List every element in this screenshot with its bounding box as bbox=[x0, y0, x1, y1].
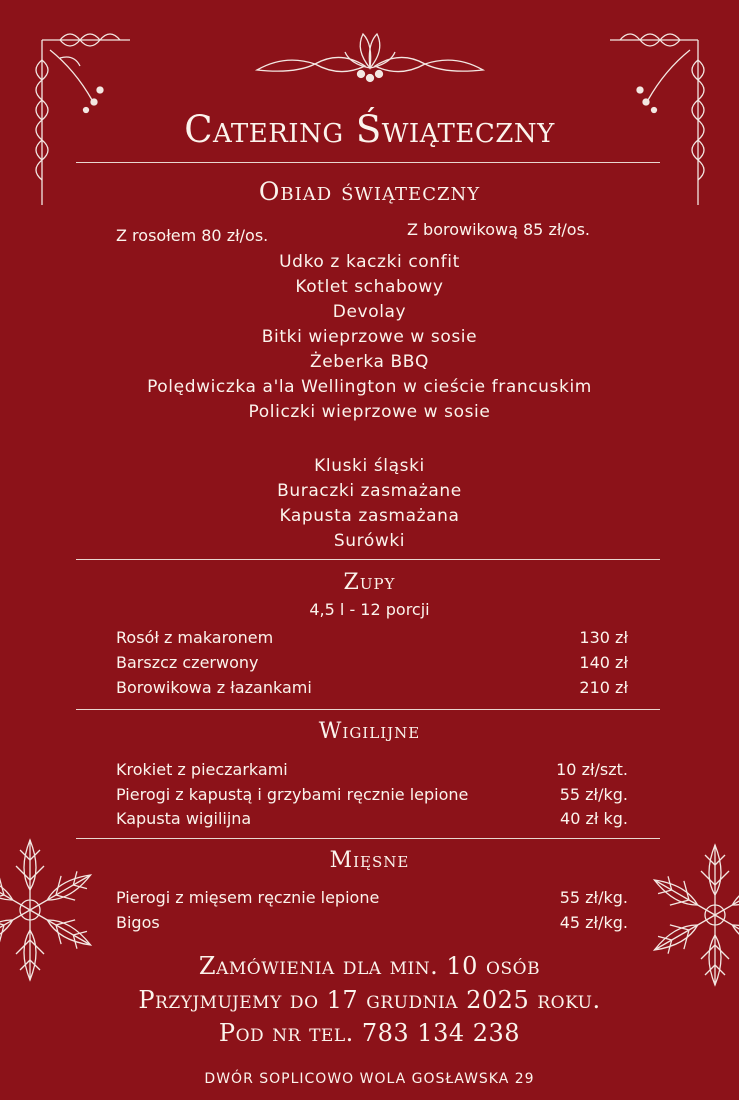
divider bbox=[76, 709, 660, 710]
list-item: Buraczki zasmażane bbox=[277, 481, 462, 501]
divider bbox=[76, 559, 660, 560]
footer-phone: Pod nr tel. 783 134 238 bbox=[218, 1019, 521, 1047]
footer-min-order: Zamówienia dla min. 10 osób bbox=[198, 952, 541, 980]
page-title: Catering Świąteczny bbox=[184, 108, 555, 151]
table-row bbox=[116, 760, 628, 784]
table-row bbox=[116, 628, 628, 652]
obiad-price-right: Z borowikową 85 zł/os. bbox=[407, 220, 590, 239]
title-divider bbox=[76, 162, 660, 163]
holly-icon bbox=[255, 30, 485, 90]
table-row bbox=[116, 653, 628, 677]
item-name: Pierogi z mięsem ręcznie lepione bbox=[116, 888, 380, 907]
obiad-sides-list bbox=[0, 454, 739, 554]
list-item: Devolay bbox=[332, 302, 407, 322]
item-price: 40 zł kg. bbox=[560, 809, 628, 828]
item-name: Bigos bbox=[116, 913, 160, 932]
item-name: Kapusta wigilijna bbox=[116, 809, 252, 828]
item-name: Pierogi z kapustą i grzybami ręcznie lepione bbox=[116, 785, 469, 804]
list-item: Bitki wieprzowe w sosie bbox=[261, 327, 478, 347]
divider bbox=[76, 838, 660, 839]
item-price: 10 zł/szt. bbox=[556, 760, 628, 779]
obiad-heading: Obiad świąteczny bbox=[258, 177, 481, 206]
table-row bbox=[116, 888, 628, 912]
wigilijne-heading: Wigilijne bbox=[318, 719, 421, 744]
footer-address: DWÓR SOPLICOWO WOLA GOSŁAWSKA 29 bbox=[204, 1071, 535, 1087]
table-row bbox=[116, 809, 628, 833]
item-name: Barszcz czerwony bbox=[116, 653, 259, 672]
item-name: Rosół z makaronem bbox=[116, 628, 274, 647]
list-item: Kapusta zasmażana bbox=[279, 506, 460, 526]
list-item: Policzki wieprzowe w sosie bbox=[248, 402, 491, 422]
item-price: 130 zł bbox=[579, 628, 628, 647]
table-row bbox=[116, 785, 628, 809]
list-item: Surówki bbox=[333, 531, 406, 551]
footer-deadline: Przyjmujemy do 17 grudnia 2025 roku. bbox=[138, 986, 601, 1014]
item-name: Borowikowa z łazankami bbox=[116, 678, 312, 697]
list-item: Kotlet schabowy bbox=[295, 277, 444, 297]
item-price: 210 zł bbox=[579, 678, 628, 697]
item-price: 55 zł/kg. bbox=[559, 785, 628, 804]
obiad-price-left: Z rosołem 80 zł/os. bbox=[116, 226, 269, 245]
list-item: Żeberka BBQ bbox=[309, 352, 430, 372]
item-price: 55 zł/kg. bbox=[559, 888, 628, 907]
item-price: 45 zł/kg. bbox=[559, 913, 628, 932]
table-row bbox=[116, 678, 628, 702]
table-row bbox=[116, 913, 628, 937]
obiad-mains-list bbox=[0, 250, 739, 425]
list-item: Udko z kaczki confit bbox=[279, 252, 460, 272]
item-name: Krokiet z pieczarkami bbox=[116, 760, 288, 779]
list-item: Kluski śląski bbox=[314, 456, 425, 476]
item-price: 140 zł bbox=[579, 653, 628, 672]
list-item: Polędwiczka a'la Wellington w cieście francuskim bbox=[147, 377, 592, 397]
miesne-heading: Mięsne bbox=[329, 848, 410, 873]
zupy-heading: Zupy bbox=[343, 570, 396, 595]
zupy-note: 4,5 l - 12 porcji bbox=[309, 600, 430, 619]
